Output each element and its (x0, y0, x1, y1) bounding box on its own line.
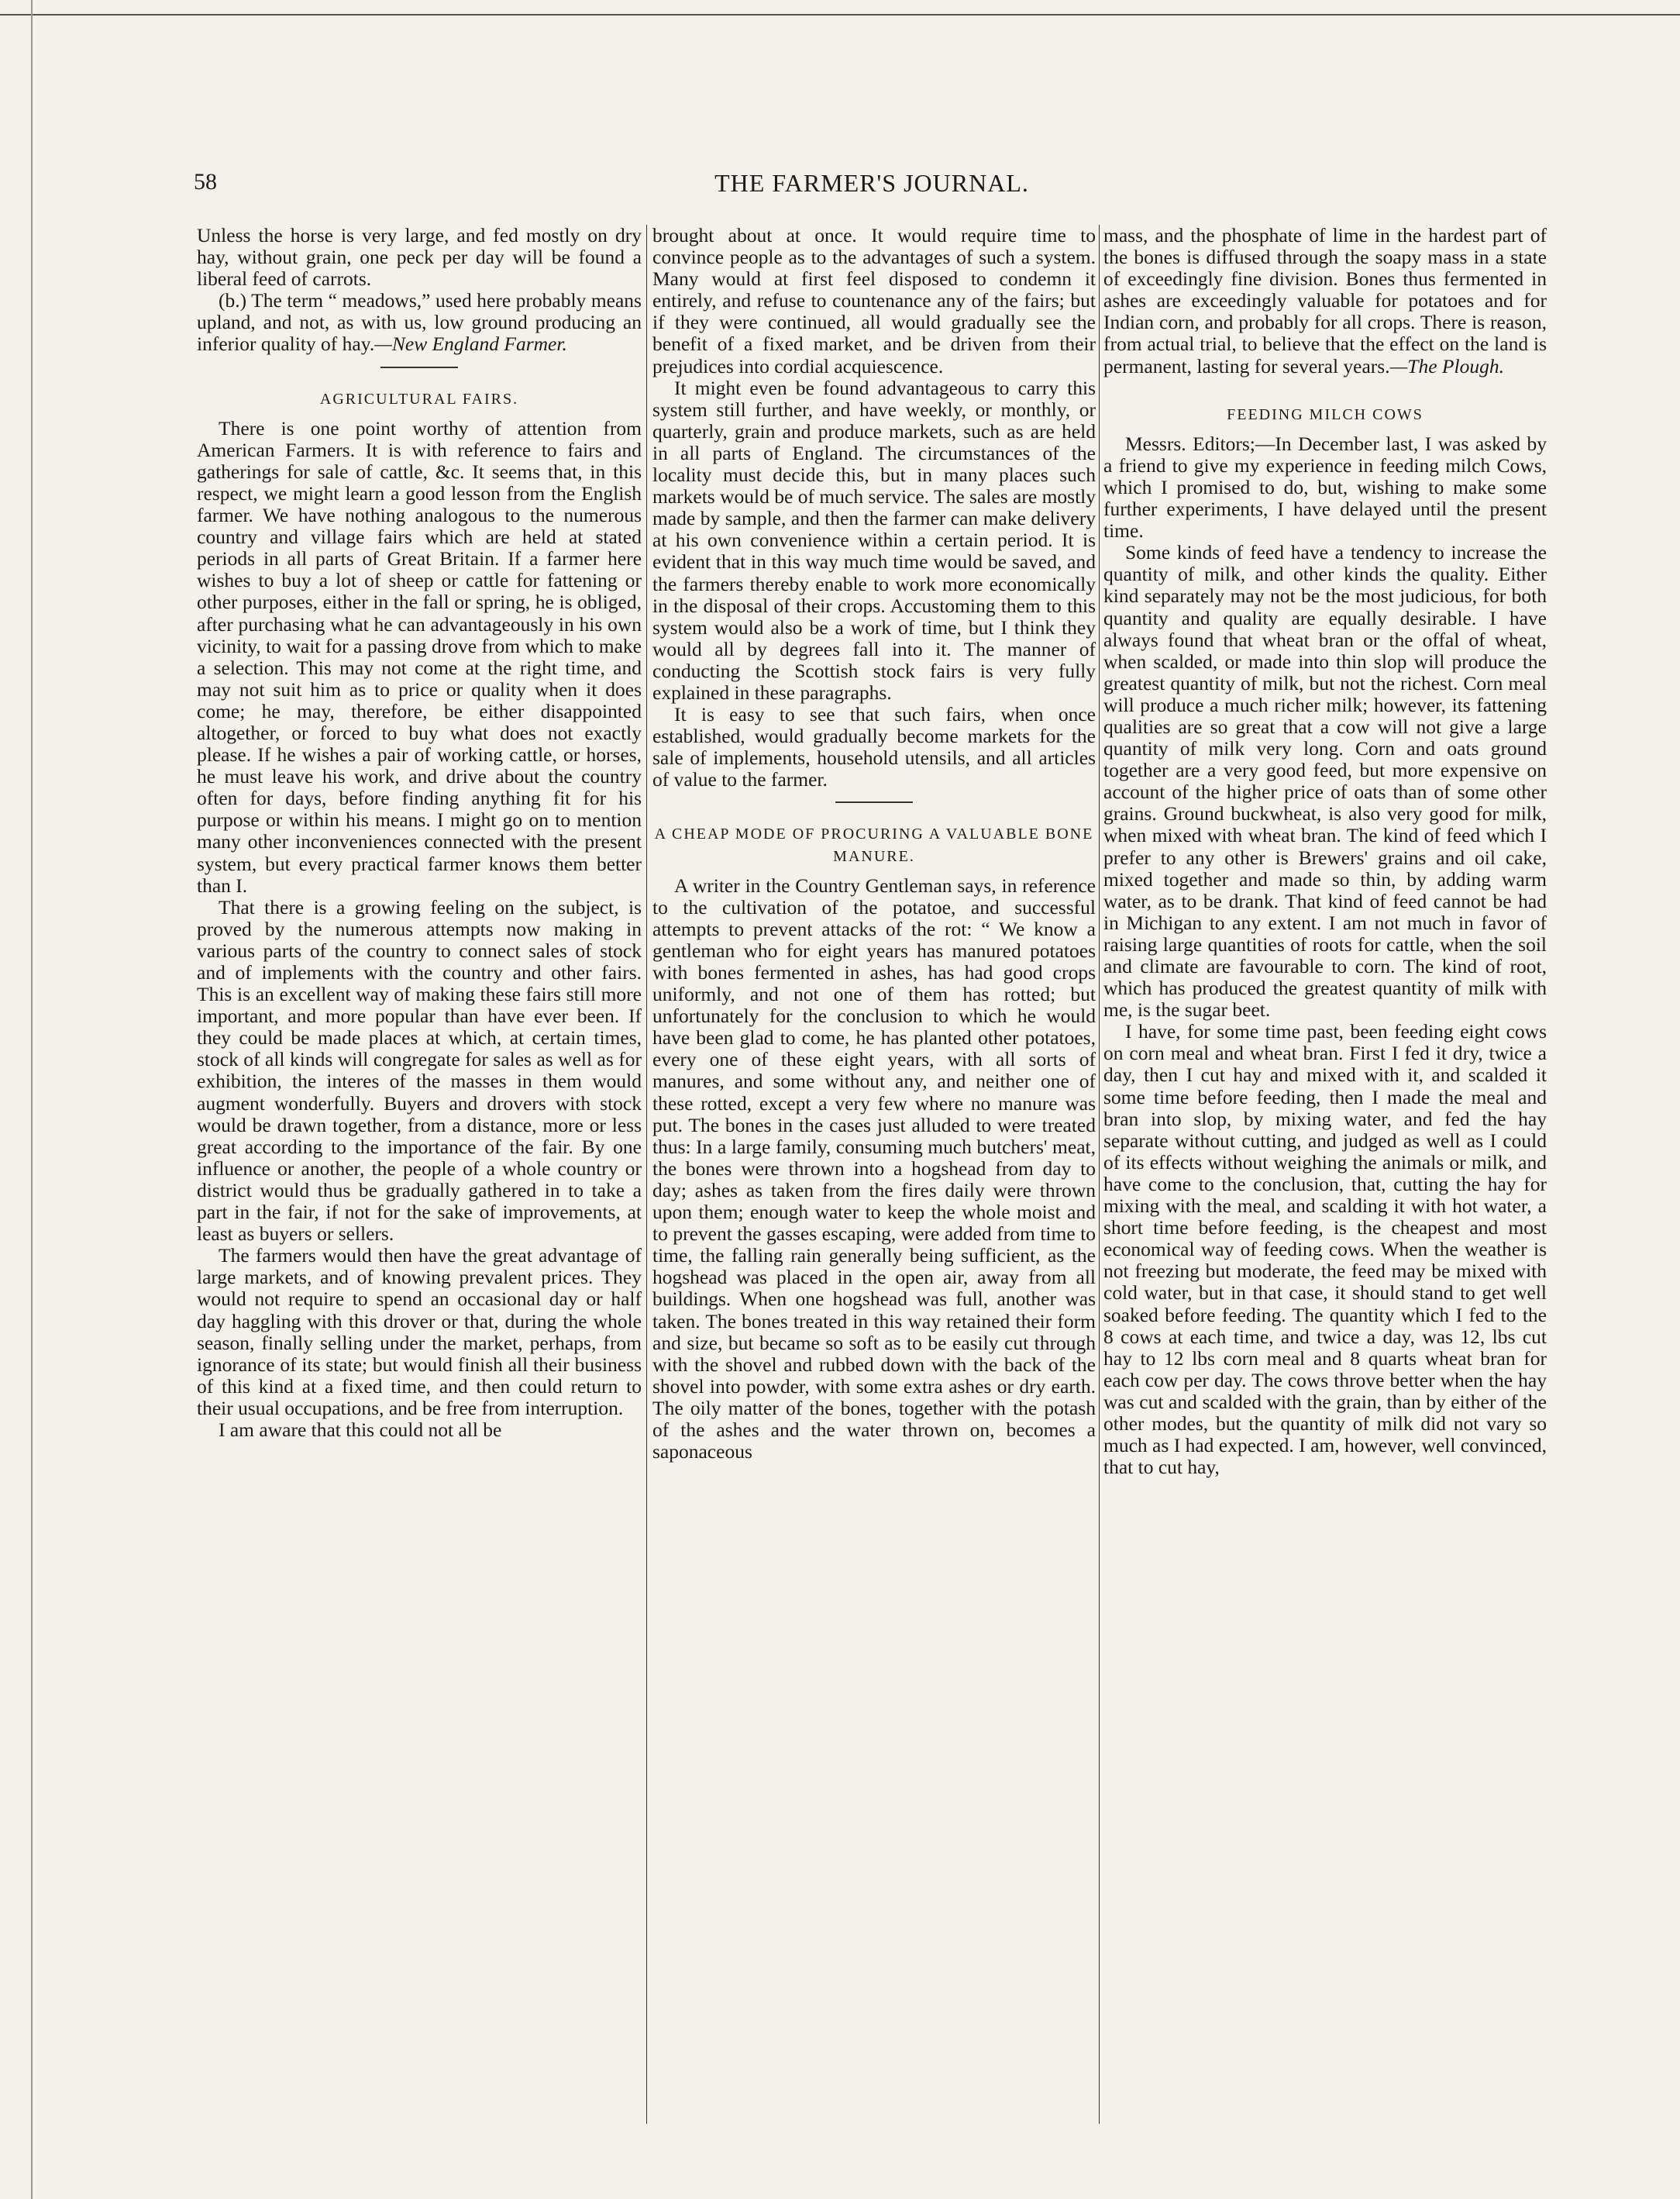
cows-paragraph-2: Some kinds of feed have a tendency to increase the quantity of milk, and other kinds the quality. Either kind separately may not be the most judicious, for both quantity and quality are equally desirable. I have always found that wheat bran or the offal of wheat, when scalded, or made into thin slop will produce the greatest quantity of milk, but not the richest. Corn meal will produce a much richer milk; however, its fattening qualities are so great that a cow will not give a large quantity of milk very long. Corn and oats ground together are a very good feed, but more expensive on account of the higher price of oats than of some other grains. Ground buckwheat, is also very good for milk, when mixed with wheat bran. The kind of feed which I prefer to any other is Brewers' grains and oil cake, mixed together and made so thin, by adding warm water, as to be drank. That kind of feed cannot be had in Michigan to any extent. I am not much in favor of raising large quantities of roots for cattle, when the soil and climate are favourable to corn. The kind of root, which has produced the greatest quantity of milk with me, is the sugar beet. (1103, 541, 1547, 1022)
column-2 (652, 225, 1096, 2132)
column-divider-2 (1099, 225, 1100, 2124)
fairs-paragraph-4: I am aware that this could not all be (219, 1418, 502, 1441)
page-number: 58 (194, 169, 217, 195)
top-border-rule (0, 14, 1680, 16)
section-rule (380, 367, 458, 368)
column-3 (1103, 225, 1547, 2132)
fairs-paragraph-3: The farmers would then have the great advantage of large markets, and of knowing prevalent prices. They would not require to spend an occasional day or half day haggling with this drover or that, during the whole season, finally selling under the market, perhaps, from ignorance of its state; but would finish all their business of this kind at a fixed time, and then could return to their usual occupations, and be free from interruption. (197, 1244, 642, 1419)
meadows-note (197, 290, 642, 355)
bone-manure-paragraph: A writer in the Country Gentleman says, in reference to the cultivation of the potatoe, and successful attempts to prevent attacks of the rot: “ We know a gentleman who for eight years has manured potatoes with bones fermented in ashes, has had good crops uniformly, and not one of them has rotted; but unfortunately for the conclusion to which he would have been glad to come, he has planted other potatoes, every one of these eight years, with all sorts of manures, and some without any, and neither one of these rotted, except a very few where no manure was put. The bones in the cases just alluded to were treated thus: In a large family, consuming much butchers' meat, the bones were thrown into a hogshead from day to day; ashes as taken from the fires daily were thrown upon them; enough water to keep the whole moist and to prevent the gasses escaping, were added from time to time, the falling rain generally being sufficient, as the hogshead was placed in the open air, away from all buildings. When one hogshead was full, another was taken. The bones treated in this way retained their form and size, but became so soft as to be easily cut through with the shovel and rubbed down with the back of the shovel into powder, with some extra ashes or dry earth. The oily matter of the bones, together with the potash of the ashes and the water thrown on, becomes a saponaceous (652, 874, 1096, 1463)
fairs-paragraph-2: That there is a growing feeling on the subject, is proved by the numerous attempts now making in various parts of the country to connect sales of stock and of implements with the country and other fairs. This is an excellent way of making these fairs still more important, and more popular than have ever been. If they could be made places at which, at certain times, stock of all kinds will congregate for sales as well as for exhibition, the interes of the masses in them would augment wonderfully. Buyers and drovers with stock would be drawn together, from a distance, more or less great according to the importance of the fair. By one influence or another, the people of a whole country or district would thus be gradually gathered in to take a part in the fair, if not for the sake of improvements, at least as buyers or sellers. (197, 895, 642, 1246)
article-heading-agricultural-fairs: AGRICULTURAL FAIRS. (319, 390, 519, 408)
fairs-paragraph-1: There is one point worthy of attention from American Farmers. It is with reference to fairs and gatherings for sale of cattle, &c. It seems that, in this respect, we might learn a good lesson from the English farmer. We have nothing analogous to the numerous country and village fairs which are held at stated periods in all parts of Great Britain. If a farmer here wishes to buy a lot of sheep or cattle for fattening or other purposes, either in the fall or spring, he is obliged, after purchasing what he can advantageously in his own vicinity, to wait for a passing drove from which to make a selection. This may not come at the right time, and may not suit him as to price or quality when it does come; he may, therefore, be either disappointed altogether, or forced to buy what does not exactly please. If he wishes a pair of working cattle, or horses, he must leave his work, and drive about the country often for days, before finding anything fit for his purpose or within his means. I might go on to mention many other inconveniences connected with the present system, but every practical farmer knows them better than I. (197, 416, 642, 897)
plough-source: —The Plough. (1389, 354, 1504, 377)
fairs-paragraph-continued: brought about at once. It would require time to convince people as to the advantages of such a system. Many would at first feel disposed to condemn it entirely, and refuse to countenance any of the fairs; but if they were continued, all would gradually see the benefit of a fixed market, and be driven from their prejudices into cordial acquiescence. (652, 225, 1096, 377)
article-heading-bone-manure: A CHEAP MODE OF PROCURING A VALUABLE BONE MANURE. (654, 825, 1094, 865)
bone-manure-continued (1103, 225, 1547, 377)
section-gap (1103, 377, 1547, 393)
bone-manure-continued-text: mass, and the phosphate of lime in the hardest part of the bones is diffused through the soapy mass in a state of exceedingly fine division. Bones thus fermented in ashes are exceedingly valuable for potatoes and for Indian corn, and probably for all crops. There is reason, from actual trial, to believe that the effect on the land is permanent, lasting for several years. (1103, 225, 1547, 377)
cows-paragraph-1: Messrs. Editors;—In December last, I was asked by a friend to give my experience in feeding milch Cows, which I promised to do, but, wishing to make some further experiments, I have delayed until the present time. (1103, 432, 1547, 543)
cows-paragraph-3: I have, for some time past, been feeding eight cows on corn meal and wheat bran. First I fed it dry, twice a day, then I cut hay and mixed with it, and scalded it some time before feeding, then I made the meal and bran into slop, by mixing water, and fed the hay separate without cutting, and judged as well as I could of its effects without weighing the animals or milk, and have come to the conclusion, that, cutting the hay for mixing with the meal, and scalding it with hot water, a short time before feeding, is the cheapest and most economical way of feeding cows. When the weather is not freezing but moderate, the feed may be mixed with cold water, but in that case, it should stand to get well soaked before feeding. The quantity which I fed to the 8 cows at each time, and twice a day, was 12, lbs cut hay to 12 lbs corn meal and 8 quarts wheat bran for each cow per day. The cows throve better when the hay was cut and scalded with the grain, than by either of the other modes, but the quantity of milk did not vary so much as I had expected. I am, however, well convinced, that to cut hay, (1103, 1020, 1547, 1479)
column-divider-1 (646, 225, 647, 2124)
page-header (194, 169, 1550, 200)
section-rule (835, 801, 913, 803)
binding-edge-rule (31, 0, 33, 2199)
fairs-paragraph-6: It is easy to see that such fairs, when once established, would gradually become markets for the sale of implements, household utensils, and all articles of value to the farmer. (652, 703, 1096, 791)
article-heading-milch-cows: FEEDING MILCH COWS (1227, 405, 1424, 423)
meadows-source: —New England Farmer. (374, 333, 567, 356)
fairs-paragraph-5: It might even be found advantageous to carry this system still further, and have weekly, or monthly, or quarterly, grain and produce markets, such as are held in all parts of England. The circumstances of the locality must decide this, but in many places such markets would be of much service. The sales are mostly made by sample, and then the farmer can make delivery at his own convenience within a certain period. It is evident that in this way much time would be saved, and the farmers thereby enable to work more economically in the disposal of their crops. Accustoming them to this system would also be a work of time, but I think they would all by degrees fall into it. The manner of conducting the Scottish stock fairs is very fully explained in these paragraphs. (652, 376, 1096, 704)
meadows-note-text: (b.) The term “ meadows,” used here probably means upland, and not, as with us, low ground producing an inferior quality of hay. (197, 289, 642, 356)
column-1 (197, 225, 642, 2132)
journal-title: THE FARMER'S JOURNAL. (714, 169, 1029, 197)
carrots-paragraph: Unless the horse is very large, and fed mostly on dry hay, without grain, one peck per day will be found a liberal feed of carrots. (197, 225, 642, 291)
